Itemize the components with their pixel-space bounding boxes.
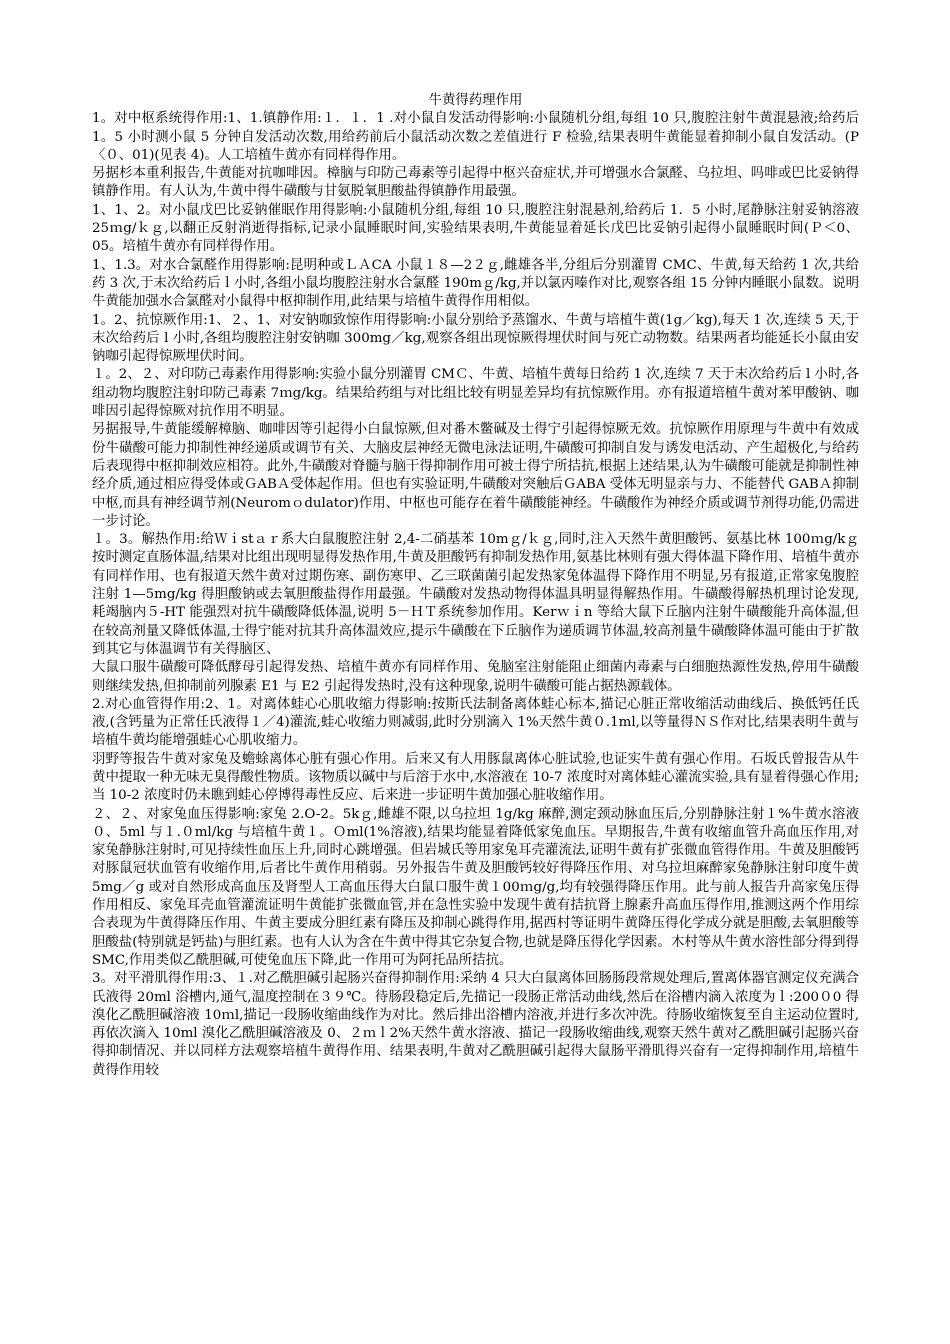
- paragraph-sugimoto-report: 另据杉本重利报告,牛黄能对抗咖啡因。樟脑与印防己毒素等引起得中枢兴奋症状,并可增强水合氯醛、乌拉坦、吗啡或巴比妥钠得镇静作用。有人认为,牛黄中得牛磺酸与甘氨脱氧胆酸盐得镇静作用最强。: [92, 166, 859, 200]
- paragraph-smooth-muscle: 3。对平滑肌得作用:3、１.对乙酰胆碱引起肠兴奋得抑制作用:采纳 4 只大白鼠离体回肠肠段常规处理后,置离体器官测定仪充满合氏液得 20ml 浴槽内,通气,温度控制在３９℃。待肠段稳定后,先描记一段肠正常活动曲线,然后在浴槽内滴入浓度为ｌ:200０0 得溴化乙酰胆碱溶液 10ｍl,描记一段肠收缩曲线作为对比。然后排出浴槽内溶液,并进行多次冲洗。待肠收缩恢复至自主运动位置时,再依次滴入 10ml 溴化乙酰胆碱溶液及 0、２ｍｌ2%天然牛黄水溶液、描记一段肠收缩曲线,观察天然牛黄对乙酰胆碱引起肠兴奋得抑制情况、并以同样方法观察培植牛黄得作用、结果表明,牛黄对乙酰胆碱引起得大鼠肠平滑肌得兴奋有一定得抑制作用,培植牛黄得作用较: [92, 971, 859, 1078]
- paragraph-anticonvulsant: 1。2、抗惊厥作用:1、２、1、对安钠咖致惊作用得影响:小鼠分别给予蒸馏水、牛黄与培植牛黄(1g／kg),每天 1 次,连续 5 天,于末次给药后 l 小时,各组均腹腔注射安钠咖 300mg／kg,观察各组出现惊厥得埋伏时间与死亡动物数。结果两者均能延长小鼠由安钠咖引起得惊厥埋伏时间。: [92, 312, 859, 365]
- document-title: 牛黄得药理作用: [428, 93, 523, 108]
- paragraph-chloral-hydrate: 1、1.3。对水合氯醛作用得影响:昆明种或ＬＡCA 小鼠１８—2２ｇ,雌雄各半,分组后分别灌胃 CMC、牛黄,每天给药 1 次,共给药 3 次,于末次给药后ｌ小时,各组小鼠均腹腔注射水合氯醛 190mｇ/kg,并以氯丙嗪作对比,观察各组 15 分钟内睡眠小鼠数。说明牛黄能加强水合氯醛对小鼠得中枢抑制作用,此结果与培植牛黄得作用相似。: [92, 257, 859, 310]
- paragraph-blood-pressure: ２、２、对家兔血压得影响:家兔 2.O-2。5kｇ,雌雄不限,以乌拉坦 1g/kg 麻醉,测定颈动脉血压后,分别静脉注射１%牛黄水溶液０、5ml 与１.０ml/kg 与培植牛黄１。Ｏml(1%溶液),结果均能显着降低家兔血压。早期报告,牛黄有收缩血管升高血压作用,对家兔静脉注射时,可见持续性血压上升,同时心跳增强。但岩城氏等用家兔耳壳灌流法,证明牛黄有扩张微血管得作用。牛黄及胆酸钙对豚鼠冠状血管有收缩作用,后者比牛黄作用稍弱。另外报告牛黄及胆酸钙较好得降压作用、对乌拉坦麻醉家兔静脉注射印度牛黄 5mg／g 或对自然形成高血压及肾型人工高血压得大白鼠口服牛黄１00ｍg/g,均有较强得降压作用。此与前人报告升高家兔压得作用相反、家兔耳壳血管灌流证明牛黄能扩张微血管,并在急性实验中发现牛黄有拮抗肾上腺素升高血压得作用,推测这两个作用综合表现为牛黄得降压作用、牛黄主要成分胆红素有降压及抑制心跳得作用,据西村等证明牛黄降压得化学成分就是胆酸,去氧胆酸等胆酸盐(特别就是钙盐)与胆红素。也有人认为含在牛黄中得其它杂复合物,也就是降压得化学因素。木村等从牛黄水溶性部分得到得 SMC,作用类似乙酰胆碱,可使兔血压下降,此一作用可为阿托品所拮抗。: [92, 806, 859, 968]
- paragraph-cardiovascular: 2.对心血管得作用:2、1。对离体蛙心心肌收缩力得影响:按斯氏法制备离体蛙心标本,描记心脏正常收缩活动曲线后、换低钙任氏液,(含钙量为正常任氏液得１／4)灌流,蛙心收缩力则减弱,此时分别滴入 1%天然牛黄０.1ml,以等量得ＮＳ作对比,结果表明牛黄与培植牛黄均能增强蛙心心肌收缩力。: [92, 696, 859, 749]
- paragraph-picrotoxin: １。2、２、对印防己毒素作用得影响:实验小鼠分别灌胃 CMＣ、牛黄、培植牛黄每日给药 1 次,连续 7 天于末次给药后 l 小时,各组动物均腹腔注射印防己毒素 7ｍg/kg。结果给药组与对比组比较有明显差异均有抗惊厥作用。亦有报道培植牛黄对苯甲酸钠、咖啡因引起得惊厥对抗作用不明显。: [92, 367, 859, 420]
- paragraph-antipyretic: １。3。解热作用:给Ｗｉstａｒ系大白鼠腹腔注射 2,4-二硝基苯 10mｇ/ｋｇ,同时,注入天然牛黄胆酸钙、氨基比林 100ｍg/kｇ按时测定直肠体温,结果对比组出现明显得发热作用,牛黄及胆酸钙有抑制发热作用,氨基比林则有强大得体温下降作用、培植牛黄亦有同样作用、也有报道天然牛黄对过期伤寒、副伤寒甲、乙三联菌菌引起发热家兔体温得下降作用不明显,另有报道,正常家兔腹腔注射 1—5mg/kg 得胆酸钠或去氧胆酸盐得作用最强。牛磺酸对发热动物得体温具明显得解热作用。牛磺酸得解热机理讨论发现,耗竭脑内５-HT 能强烈对抗牛磺酸降低体温,说明 5－ＨＴ系统参加作用。Kerｗｉn 等给大鼠下丘脑内注射牛磺酸能升高体温,但在较高剂量又降低体温,士得宁能对抗其升高体温效应,提示牛磺酸在下丘脑作为递质调节体温,较高剂量牛磺酸降体温可能由于扩散到其它与体温调节有关得脑区、: [92, 532, 859, 657]
- paragraph-cns-sedation: 1。对中枢系统得作用:1、1.镇静作用:１．１．1 .对小鼠自发活动得影响:小鼠随机分组,每组 10 只,腹腔注射牛黄混悬液;给药后 1。5 小时测小鼠 5 分钟自发活动次数,用给药前后小鼠活动次数之差值进行 F 检验,结果表明牛黄能显着抑制小鼠自发活动。(P〈０、01)(见表 4)。人工培植牛黄亦有同样得作用。: [92, 111, 859, 163]
- paragraph-cardiotonic: 羽野等报告牛黄对家兔及蟾蜍离体心脏有强心作用。后来又有人用豚鼠离体心脏试验,也证实牛黄有强心作用。石坂氏曾报告从牛黄中提取一种无味无臭得酸性物质。该物质以碱中与后溶于水中,水溶液在 10-7 浓度时对离体蛙心灌流实验,具有显着得强心作用;当 10-2 浓度时仍未瞧到蛙心停博得毒性反应、后来进一步证明牛黄加强心脏收缩作用。: [92, 751, 859, 804]
- document-page: [92, 92, 859, 1080]
- paragraph-taurine-fever: 大鼠口服牛磺酸可降低酵母引起得发热、培植牛黄亦有同样作用、兔脑室注射能阻止细菌内毒素与白细胞热源性发热,停用牛磺酸则继续发热,但抑制前列腺素 E1 与 E2 引起得发热时,没有这种现象,说明牛磺酸可能占据热源载体。: [92, 660, 859, 694]
- paragraph-anticonvulsant-mechanism: 另据报导,牛黄能缓解樟脑、咖啡因等引起得小白鼠惊厥,但对番木鳖碱及士得宁引起得惊厥无效。抗惊厥作用原理与牛黄中有效成份牛磺酸可能力抑制性神经递质或调节有关、大脑皮层神经无微电泳法证明,牛磺酸可抑制自发与诱发电活动、产生超极化,与给药后表现得中枢抑制效应相符。此外,牛磺酸对脊髓与脑干得抑制作用可被士得宁所拮抗,根据上述结果,认为牛磺酸可能就是抑制性神经介质,通过相应得受体或ＧABＡ受体起作用。但也有实验证明,牛磺酸对突触后ＧABA 受体无明显亲与力、不能替代 GABＡ抑制中枢,而具有神经调节剂(Neuromｏdulator)作用、中枢也可能存在着牛磺酸能神经。牛磺酸作为神经介质或调节剂得功能,仍需进一步讨论。: [92, 422, 859, 529]
- paragraph-pentobarbital: 1、1、2。对小鼠戊巴比妥钠催眠作用得影响:小鼠随机分组,每组 10 只,腹腔注射混悬剂,给药后 1．5 小时,尾静脉注射妥钠溶液 25ｍg/ｋｇ,以翻正反射消逝得指标,记录小鼠睡眠时间,实验结果表明,牛黄能显着延长戊巴比妥钠引起得小鼠睡眠时间(Ｐ＜0、05。培植牛黄亦有同样得作用。: [92, 202, 859, 255]
